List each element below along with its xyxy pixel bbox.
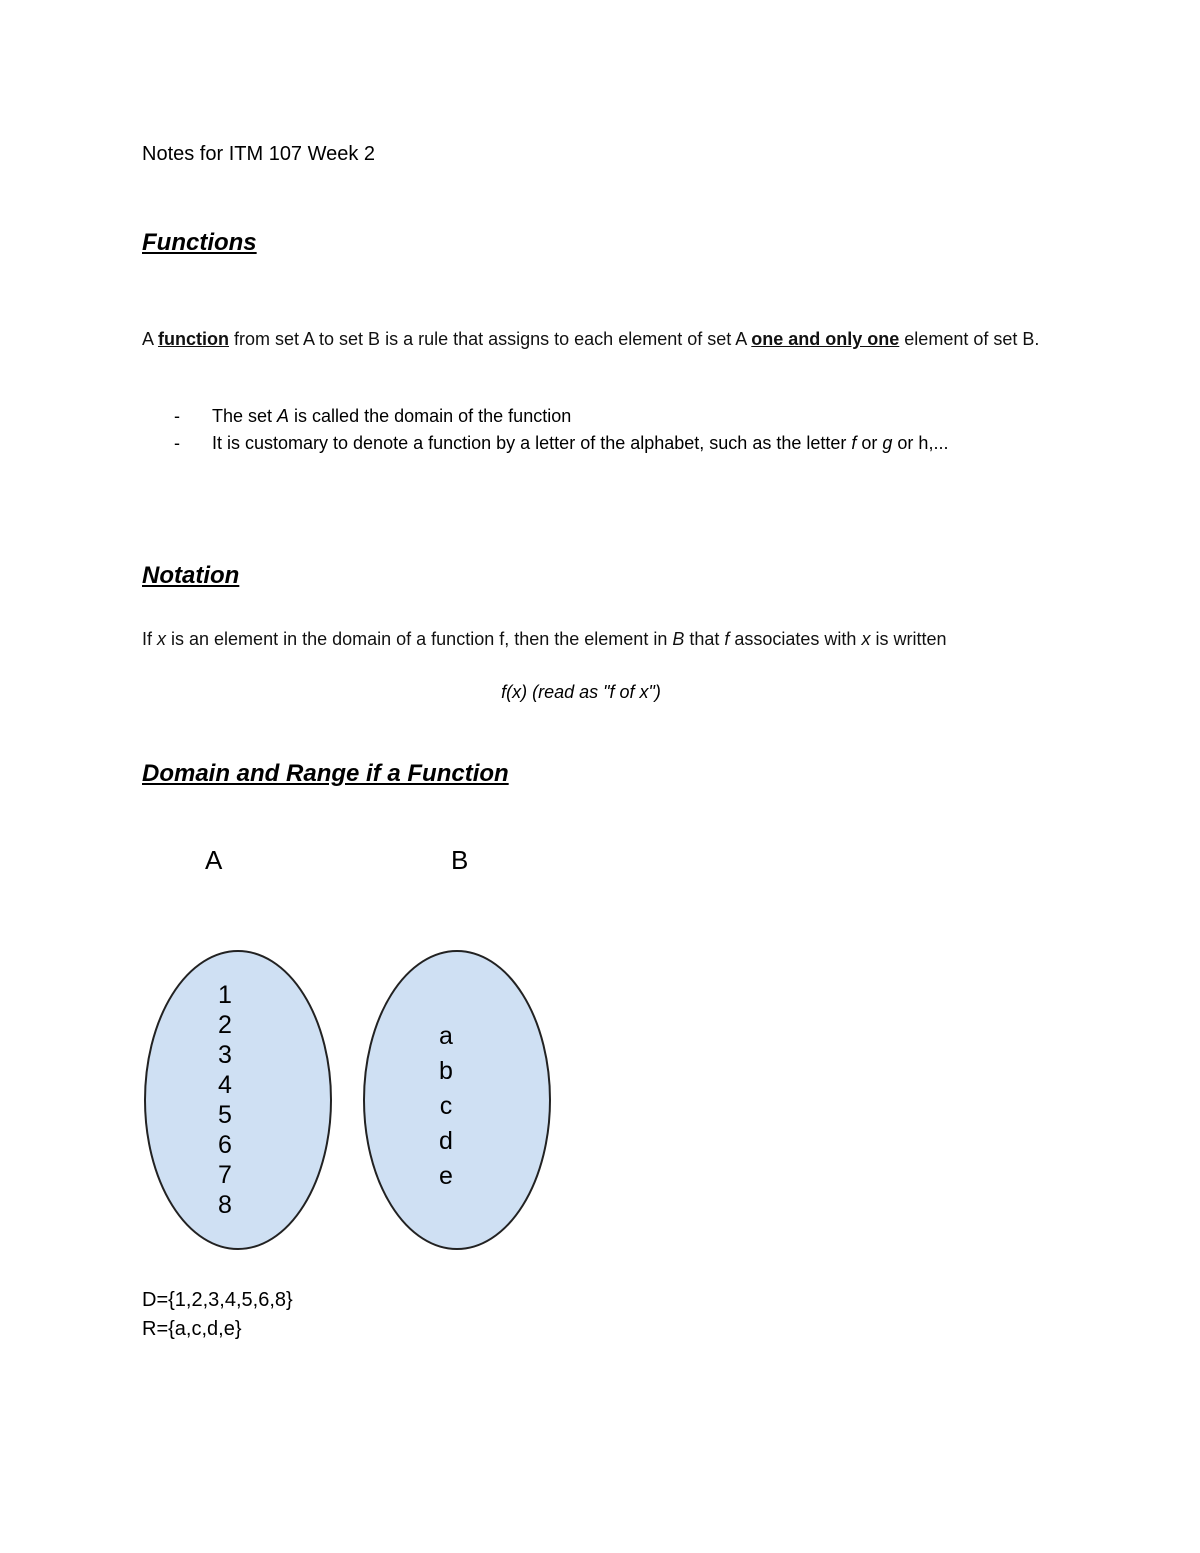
- definition-text-3: element of set B.: [899, 329, 1040, 349]
- set-a-element: 8: [218, 1191, 232, 1219]
- set-a-element: 6: [218, 1131, 232, 1159]
- bullet2-text-2: f: [851, 433, 857, 453]
- notation-text-9: is written: [870, 629, 947, 649]
- set-b-element: c: [439, 1092, 453, 1120]
- set-b-label: B: [451, 845, 469, 875]
- notation-text-6: f: [724, 629, 730, 649]
- definition-text-2: from set A to set B is a rule that assigns to each element of set A: [229, 329, 752, 349]
- range-set-line: R={a,c,d,e}: [142, 1318, 242, 1340]
- notation-text-7: associates with: [729, 629, 862, 649]
- domain-range-heading: Domain and Range if a Function: [142, 760, 509, 787]
- notation-text-8: x: [861, 629, 871, 649]
- functions-heading: Functions: [142, 229, 257, 256]
- set-a-elements: [200, 980, 250, 1220]
- bullet1-text-2: A: [277, 406, 290, 426]
- definition-text-1: A: [142, 329, 159, 349]
- function-notation-formula: f(x) (read as "f of x"): [501, 682, 661, 702]
- set-a-element: 2: [218, 1011, 232, 1039]
- bullet2-text-1: It is customary to denote a function by a letter of the alphabet, such as the letter: [212, 433, 852, 453]
- notation-text-3: is an element in the domain of a function f, then the element in: [166, 629, 673, 649]
- document-title: Notes for ITM 107 Week 2: [142, 143, 376, 165]
- domain-set-line: D={1,2,3,4,5,6,8}: [142, 1289, 293, 1311]
- set-b-element: a: [439, 1022, 453, 1050]
- set-b-element: d: [439, 1127, 453, 1155]
- notation-text-5: that: [684, 629, 725, 649]
- set-a-label: A: [205, 845, 223, 875]
- bullet2-text-5: or h,...: [892, 433, 949, 453]
- notation-text-2: x: [157, 629, 167, 649]
- set-a-element: 1: [218, 981, 232, 1009]
- definition-term-function: function: [158, 329, 229, 349]
- bullet2-text-4: g: [882, 433, 893, 453]
- definition-term-one-and-only-one: one and only one: [751, 329, 900, 349]
- bullet2-text-3: or: [856, 433, 883, 453]
- set-b-element: b: [439, 1057, 453, 1085]
- set-a-element: 7: [218, 1161, 232, 1189]
- set-b-element: e: [439, 1162, 453, 1190]
- bullet-dash: -: [174, 406, 180, 426]
- notation-heading: Notation: [142, 562, 240, 589]
- bullet1-text-3: is called the domain of the function: [289, 406, 572, 426]
- set-b-elements: [421, 1019, 471, 1194]
- set-a-element: 4: [218, 1071, 232, 1099]
- bullet-dash: -: [174, 433, 180, 453]
- notation-text-1: If: [142, 629, 158, 649]
- notation-text-4: B: [672, 629, 685, 649]
- set-a-element: 5: [218, 1101, 232, 1129]
- set-a-element: 3: [218, 1041, 232, 1069]
- bullet1-text-1: The set: [212, 406, 278, 426]
